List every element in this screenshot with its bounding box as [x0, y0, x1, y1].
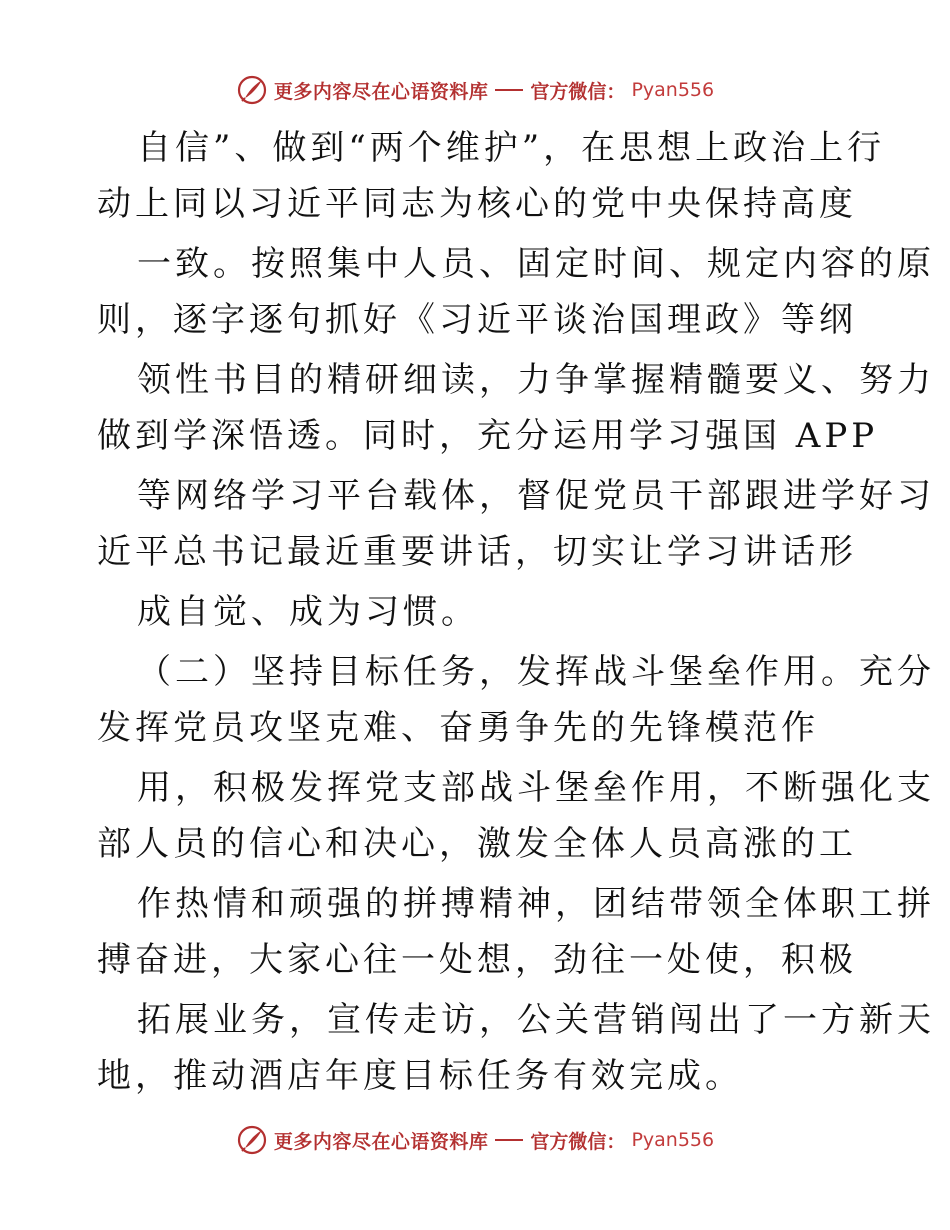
watermark-dash	[495, 89, 523, 91]
quill-logo-icon	[236, 74, 268, 106]
watermark-id-text: Pyan556	[631, 1129, 715, 1151]
text-line: 等网络学习平台载体，督促党员干部跟进学好习	[137, 476, 935, 516]
text-line: 领性书目的精研细读，力争掌握精髓要义、努力	[137, 360, 935, 400]
text-line: 拓展业务，宣传走访，公关营销闯出了一方新天	[137, 1000, 935, 1040]
quill-logo-icon	[236, 1124, 268, 1156]
text-line: 动上同以习近平同志为核心的党中央保持高度	[97, 184, 857, 224]
text-line: 地，推动酒店年度目标任务有效完成。	[97, 1056, 743, 1096]
text-line: 近平总书记最近重要讲话，切实让学习讲话形	[97, 532, 857, 572]
text-line: 做到学深悟透。同时，充分运用学习强国 APP	[97, 416, 879, 456]
watermark-sub-text: 官方微信：	[530, 1130, 626, 1153]
watermark-sub-text: 官方微信：	[530, 80, 626, 103]
text-line: 自信”、做到“两个维护”，在思想上政治上行	[137, 128, 886, 168]
text-line: 一致。按照集中人员、固定时间、规定内容的原	[137, 244, 935, 284]
watermark-dash	[495, 1139, 523, 1141]
text-line: 成自觉、成为习惯。	[137, 592, 479, 632]
header-watermark	[0, 70, 950, 110]
watermark-main-text: 更多内容尽在心语资料库	[273, 80, 489, 103]
text-line: 搏奋进，大家心往一处想，劲往一处使，积极	[97, 940, 857, 980]
text-line: （二）坚持目标任务，发挥战斗堡垒作用。充分	[137, 652, 935, 692]
watermark-main-text: 更多内容尽在心语资料库	[273, 1130, 489, 1153]
text-line: 则，逐字逐句抓好《习近平谈治国理政》等纲	[97, 300, 857, 340]
watermark-id-text: Pyan556	[631, 79, 715, 101]
footer-watermark	[0, 1120, 950, 1160]
text-line: 作热情和顽强的拼搏精神，团结带领全体职工拼	[137, 884, 935, 924]
text-line: 用，积极发挥党支部战斗堡垒作用，不断强化支	[137, 768, 935, 808]
text-line: 发挥党员攻坚克难、奋勇争先的先锋模范作	[97, 708, 819, 748]
text-line: 部人员的信心和决心，激发全体人员高涨的工	[97, 824, 857, 864]
